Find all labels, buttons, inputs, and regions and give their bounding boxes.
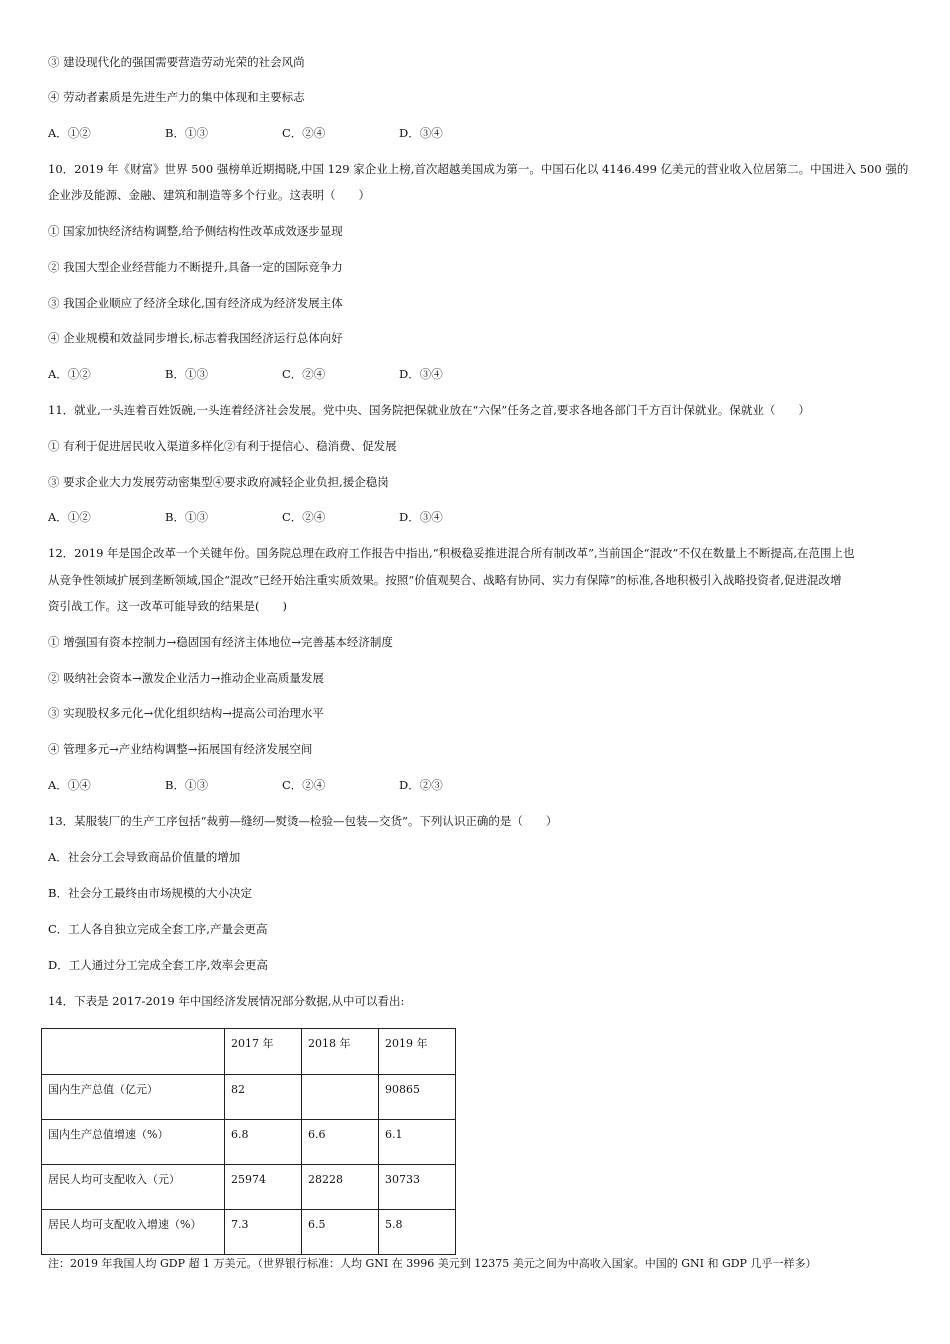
table-row-label: 居民人均可支配收入（元）: [42, 1165, 225, 1210]
q11-option-a[interactable]: A．①②: [48, 510, 91, 524]
q10-statement-2: ② 我国大型企业经营能力不断提升,具备一定的国际竞争力: [48, 260, 343, 274]
q12-stem-line2: 从竞争性领域扩展到垄断领域,国企“混改”已经开始注重实质效果。按照“价值观契合、战略有协同、实力有保障”的标准,各地积极引入战略投资者,促进混改增: [48, 573, 842, 587]
table-cell: 25974: [225, 1165, 302, 1210]
table-cell: 7.3: [225, 1210, 302, 1255]
table-cell: 6.5: [302, 1210, 379, 1255]
table-cell: 90865: [379, 1075, 456, 1120]
table-header-2018: 2018 年: [302, 1029, 379, 1075]
table-cell: 6.6: [302, 1120, 379, 1165]
q12-statement-1: ① 增强国有资本控制力→稳固国有经济主体地位→完善基本经济制度: [48, 635, 393, 649]
q14-note: 注：2019 年我国人均 GDP 超 1 万美元。（世界银行标准：人均 GNI 在 3996 美元到 12375 美元之间为中高收入国家。中国的 GNI 和 GDP 几乎一样多）: [48, 1257, 817, 1270]
table-header-2017: 2017 年: [225, 1029, 302, 1075]
table-cell: 6.8: [225, 1120, 302, 1165]
table-row: [42, 1165, 456, 1210]
table-row: [42, 1075, 456, 1120]
q11-option-b[interactable]: B．①③: [165, 510, 208, 524]
table-cell: 5.8: [379, 1210, 456, 1255]
q11-statements-1-2: ① 有利于促进居民收入渠道多样化②有利于提信心、稳消费、促发展: [48, 439, 397, 453]
q9-statement-3: ③ 建设现代化的强国需要营造劳动光荣的社会风尚: [48, 55, 305, 69]
q13-stem: 13．某服装厂的生产工序包括“裁剪—缝纫—熨烫—检验—包装—交货”。下列认识正确的是（ ）: [48, 814, 558, 828]
table-row: [42, 1210, 456, 1255]
table-cell: 6.1: [379, 1120, 456, 1165]
q10-option-d[interactable]: D．③④: [399, 367, 443, 381]
q9-statement-4: ④ 劳动者素质是先进生产力的集中体现和主要标志: [48, 90, 305, 104]
table-row: [42, 1120, 456, 1165]
q11-option-d[interactable]: D．③④: [399, 510, 443, 524]
table-row-label: 居民人均可支配收入增速（%）: [42, 1210, 225, 1255]
table-row-label: 国内生产总值增速（%）: [42, 1120, 225, 1165]
q12-option-b[interactable]: B．①③: [165, 778, 208, 792]
q9-option-b[interactable]: B．①③: [165, 126, 208, 140]
q13-option-b[interactable]: B．社会分工最终由市场规模的大小决定: [48, 886, 252, 900]
q10-statement-1: ① 国家加快经济结构调整,给予侧结构性改革成效逐步显现: [48, 224, 343, 238]
q9-option-c[interactable]: C．②④: [282, 126, 326, 140]
q14-stem: 14．下表是 2017-2019 年中国经济发展情况部分数据,从中可以看出:: [48, 994, 405, 1008]
q11-option-c[interactable]: C．②④: [282, 510, 326, 524]
q10-option-b[interactable]: B．①③: [165, 367, 208, 381]
q12-statement-3: ③ 实现股权多元化→优化组织结构→提高公司治理水平: [48, 706, 324, 720]
q12-option-c[interactable]: C．②④: [282, 778, 326, 792]
q11-statements-3-4: ③ 要求企业大力发展劳动密集型④要求政府减轻企业负担,援企稳岗: [48, 475, 389, 489]
table-cell: 28228: [302, 1165, 379, 1210]
table-row-label: 国内生产总值（亿元）: [42, 1075, 225, 1120]
table-cell: 30733: [379, 1165, 456, 1210]
table-cell: 82: [225, 1075, 302, 1120]
q13-option-c[interactable]: C．工人各自独立完成全套工序,产量会更高: [48, 922, 268, 936]
economic-data-table: [41, 1028, 456, 1255]
q10-statement-3: ③ 我国企业顺应了经济全球化,国有经济成为经济发展主体: [48, 296, 343, 310]
q12-option-d[interactable]: D．②③: [399, 778, 443, 792]
q10-statement-4: ④ 企业规模和效益同步增长,标志着我国经济运行总体向好: [48, 331, 343, 345]
q10-option-c[interactable]: C．②④: [282, 367, 326, 381]
q10-option-a[interactable]: A．①②: [48, 367, 91, 381]
q12-stem-line3: 资引战工作。这一改革可能导致的结果是( ): [48, 599, 287, 613]
q10-stem-line2: 企业涉及能源、金融、建筑和制造等多个行业。这表明（ ）: [48, 188, 370, 202]
q13-option-d[interactable]: D．工人通过分工完成全套工序,效率会更高: [48, 958, 268, 972]
table-header-row: [42, 1029, 456, 1075]
table-header-2019: 2019 年: [379, 1029, 456, 1075]
q11-stem: 11．就业,一头连着百姓饭碗,一头连着经济社会发展。党中央、国务院把保就业放在“六保”任务之首,要求各地各部门千方百计保就业。保就业（ ）: [48, 403, 810, 417]
q10-stem-line1: 10．2019 年《财富》世界 500 强榜单近期揭晓,中国 129 家企业上榜,首次超越美国成为第一。中国石化以 4146.499 亿美元的营业收入位居第二。中国进入 500 强的: [48, 162, 909, 176]
q9-option-d[interactable]: D．③④: [399, 126, 443, 140]
q12-stem-line1: 12．2019 年是国企改革一个关键年份。国务院总理在政府工作报告中指出,“积极稳妥推进混合所有制改革”,当前国企“混改”不仅在数量上不断提高,在范围上也: [48, 546, 855, 560]
q12-statement-2: ② 吸纳社会资本→激发企业活力→推动企业高质量发展: [48, 671, 324, 685]
q13-option-a[interactable]: A．社会分工会导致商品价值量的增加: [48, 850, 241, 864]
table-cell: [302, 1075, 379, 1120]
q12-statement-4: ④ 管理多元→产业结构调整→拓展国有经济发展空间: [48, 742, 313, 756]
q12-option-a[interactable]: A．①④: [48, 778, 91, 792]
table-cell: [42, 1029, 225, 1075]
q9-option-a[interactable]: A．①②: [48, 126, 91, 140]
